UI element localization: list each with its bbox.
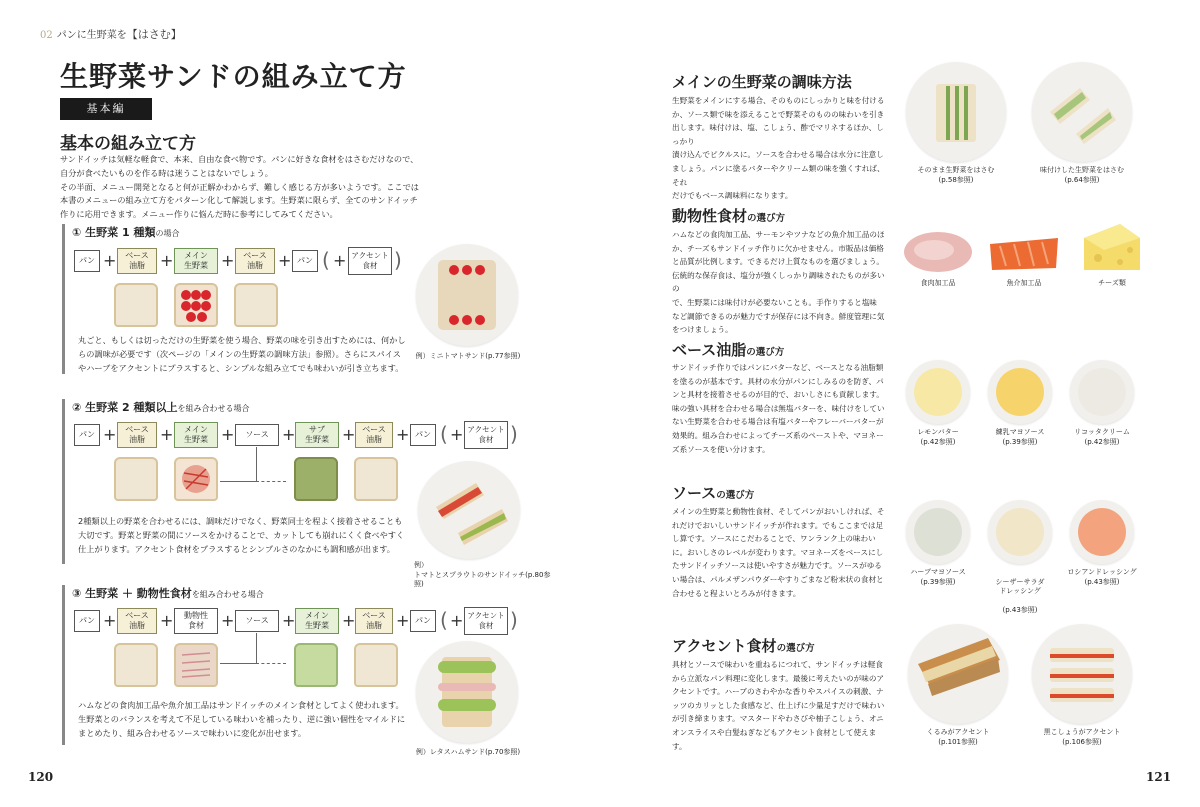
plus-sign: +: [221, 251, 235, 270]
item-ref: (p.58参照): [938, 175, 974, 184]
cheese-icon: [1080, 220, 1144, 274]
connector-line: [220, 481, 256, 482]
basic-tag: 基本編: [60, 98, 152, 120]
text-line: たサンドイッチソースは使いやすさが魅力です。ソースがゆる: [672, 561, 882, 571]
paren-close: ): [510, 608, 518, 632]
text-line: 生野菜をメインにする場合、そのものにしっかりと味を付ける: [672, 96, 885, 105]
sauce-text: [672, 505, 886, 600]
section-title-main: ③ 生野菜 ＋ 動物性食材: [72, 587, 192, 600]
text-line: か、チーズもサンドイッチ作りに欠かせません。市販品は価格: [672, 243, 884, 253]
connector-line: [256, 633, 257, 663]
section-title-main: ② 生野菜 2 種類以上: [72, 401, 178, 414]
desc-line: まとめたり、組み合わせるソースで味わいに変化が出せます。: [78, 727, 307, 738]
section-1-title: [72, 224, 179, 240]
page-title: 生野菜サンドの組み立て方: [60, 60, 407, 93]
sandwich-icon: [906, 62, 1006, 162]
text-line: をつけましょう。: [672, 325, 733, 335]
page-number: 121: [1146, 770, 1172, 784]
tomato-icon: [176, 285, 216, 325]
caption: 例）レタスハムサンド(p.70参照): [415, 748, 521, 756]
item-label: シーザーサラダ ドレッシング: [995, 577, 1045, 595]
paren-open: (: [440, 608, 448, 632]
caesar-dressing-photo: [988, 500, 1052, 564]
box-main-vegetable: メイン 生野菜: [174, 248, 218, 274]
animal-ingredient-text: [672, 228, 886, 337]
item-caption: [976, 568, 1064, 625]
bread-photo: [354, 643, 398, 687]
plus-sign: +: [450, 611, 464, 630]
item-ref: (p.42参照): [920, 437, 956, 446]
text-line: に。おいしさのレベルが変わります。マヨネーズをベースにし: [672, 547, 884, 557]
plus-sign: +: [396, 425, 410, 444]
bowl-fill: [1078, 368, 1127, 417]
text-line: を塗るのが基本です。具材の水分がパンにしみるのを防ぎ、パ: [672, 376, 884, 386]
text-line: 具材とソースで味わいを重ねるにつれて、サンドイッチは軽食: [672, 660, 884, 669]
sandwich-icon: [1032, 624, 1132, 724]
box-main-vegetable: メイン 生野菜: [174, 422, 218, 448]
item-caption: 食肉加工品: [920, 279, 956, 287]
plus-sign: +: [160, 425, 174, 444]
section-2-title: [72, 399, 249, 415]
desc-line: やハーブをアクセントにプラスすると、シンプルな組み立てでも味わいが引き立ちます。: [78, 362, 404, 373]
seasoning-title: [672, 71, 852, 92]
paren-open: (: [440, 422, 448, 446]
item-label: 味付けした生野菜をはさむ: [1040, 166, 1124, 174]
plus-sign: +: [221, 425, 235, 444]
page-number: 120: [28, 770, 54, 784]
text-line: ない生野菜を合わせる場合は有塩バターやフレーバーバターが: [672, 417, 884, 427]
section-title-suffix: の選び方: [776, 643, 815, 654]
chapter-keyword: 【はさむ】: [126, 28, 182, 41]
desc-line: 仕上がります。アクセント食材をプラスするとシンプルさのなかにも調和感が出ます。: [78, 543, 395, 554]
chapter-number: 02: [40, 30, 53, 41]
section-title-suffix: の場合: [155, 229, 180, 238]
box-accent: アクセント 食材: [464, 607, 508, 635]
section-bar: [62, 399, 65, 564]
bread-photo: [114, 643, 158, 687]
plus-sign: +: [342, 425, 356, 444]
text-line: と品質が比例します。できるだけ上質なものを選びましょう。: [672, 257, 885, 267]
intro-text: [60, 153, 520, 222]
tomato-sprout-sandwich-photo: [418, 461, 520, 559]
box-bread: パン: [74, 250, 100, 272]
section-title-suffix: の選び方: [746, 347, 785, 358]
bread-lettuce-photo: [294, 643, 338, 687]
plain-vegetable-sandwich-photo: [906, 62, 1006, 162]
text-line: ンと具材を接着させるのが目的で、おいしさにも貢献します。: [672, 390, 884, 400]
text-line: 漬け込んでピクルスに。ソースを合わせる場合は水分に注意し: [672, 150, 884, 160]
seasoned-vegetable-sandwich-photo: [1032, 62, 1132, 162]
box-bread: パン: [74, 610, 100, 632]
box-accent: アクセント 食材: [348, 247, 392, 275]
ham-icon: [176, 645, 216, 685]
item-label: そのまま生野菜をはさむ: [917, 166, 995, 174]
section-title-suffix: の選び方: [747, 213, 786, 224]
bread-ham-photo: [174, 643, 218, 687]
ricotta-cream-photo: [1070, 360, 1134, 424]
tomato-icon: [416, 244, 518, 346]
box-base-fat: ベース 油脂: [355, 608, 393, 634]
bread-sprouts-photo: [294, 457, 338, 501]
item-caption: [976, 428, 1064, 447]
bowl-fill: [914, 368, 963, 417]
text-line: か、ソース類で味を添えることで野菜そのものの味わいを引き: [672, 109, 885, 119]
text-line: 効果的。組み合わせによってチーズ系のペーストや、マヨネー: [672, 430, 884, 440]
item-label: リコッタクリーム: [1074, 428, 1130, 436]
desc-line: 生野菜とのバランスを考えて不足している味わいを補ったり、逆に強い個性をマイルドに: [78, 713, 406, 724]
box-sauce: ソース: [235, 424, 279, 446]
plus-sign: +: [278, 251, 292, 270]
lettuce-ham-sandwich-photo: [416, 641, 518, 743]
box-base-fat: ベース 油脂: [117, 608, 157, 634]
plus-sign: +: [103, 611, 117, 630]
section-title-main: 動物性食材: [672, 207, 748, 225]
text-line: から立派なパン料理に変化します。最後に考えたいのが味のア: [672, 673, 885, 683]
sandwich-icon: [416, 641, 518, 743]
box-base-fat: ベース 油脂: [117, 248, 157, 274]
plus-sign: +: [282, 611, 296, 630]
connector-line: [256, 447, 257, 481]
accent-text: [672, 658, 886, 753]
bread-photo: [354, 457, 398, 501]
item-ref: (p.39参照): [920, 577, 956, 586]
paren-close: ): [510, 422, 518, 446]
item-ref: (p.43参照): [1002, 606, 1038, 614]
intro-line: その半面、メニュー開発となると何が正解かわからず、難しく感じる方が多いようです。ここでは: [60, 181, 419, 192]
item-caption: [894, 568, 982, 587]
box-base-fat: ベース 油脂: [235, 248, 275, 274]
item-caption: [894, 428, 982, 447]
bread-photo: [114, 283, 158, 327]
text-line: だけでもベース調味料になります。: [672, 191, 793, 201]
item-ref: (p.42参照): [1084, 437, 1120, 446]
box-animal-ingredient: 動物性 食材: [174, 608, 218, 634]
bread-photo: [234, 283, 278, 327]
section-1-desc: [78, 334, 408, 375]
desc-line: らの調味が必要です（次ページの「メインの生野菜の調味方法」参照）。さらにスパイス: [78, 348, 401, 359]
herb-mayo-sauce-photo: [906, 500, 970, 564]
box-accent: アクセント 食材: [464, 421, 508, 449]
ham-icon: [902, 226, 974, 276]
bread-photo: [114, 457, 158, 501]
base-fat-title: [672, 339, 784, 360]
item-label: 練乳マヨソース: [995, 428, 1045, 436]
item-label: くるみがアクセント: [926, 728, 990, 736]
bowl-fill: [996, 508, 1045, 557]
section-title-main: アクセント食材: [672, 637, 777, 655]
item-caption: チーズ類: [1098, 279, 1126, 287]
section-title-main: ソース: [672, 484, 717, 502]
box-sauce: ソース: [235, 610, 279, 632]
text-line: れだけでおいしいサンドイッチが作れます。でもここまでは足: [672, 520, 884, 530]
intro-line: サンドイッチは気軽な軽食で、本来、自由な食べ物です。パンに好きな食材をはさむだけなので、: [60, 154, 419, 164]
desc-line: 大切です。野菜と野菜の間にソースをかけることで、カットしても崩れにくく食べやすく: [78, 529, 405, 540]
section-title-main: ① 生野菜 1 種類: [72, 226, 156, 239]
item-label: 黒こしょうがアクセント: [1043, 728, 1121, 736]
subtitle: 基本の組み立て方: [60, 134, 196, 154]
item-label: レモンバター: [917, 428, 959, 436]
right-page: [600, 0, 1200, 807]
plus-sign: +: [450, 425, 464, 444]
section-title-suffix: を組み合わせる場合: [177, 404, 250, 413]
bowl-fill: [1078, 508, 1127, 557]
connector-line: [220, 663, 256, 664]
connector-line: [256, 663, 286, 664]
section-2-desc: [78, 515, 408, 556]
seasoning-text: [672, 94, 886, 203]
section-bar: [62, 585, 65, 745]
animal-ingredient-title: [672, 205, 785, 226]
section-3-desc: [78, 699, 408, 740]
russian-dressing-photo: [1070, 500, 1134, 564]
accent-title: [672, 635, 815, 656]
plus-sign: +: [160, 611, 174, 630]
item-ref: (p.106参照): [1062, 737, 1102, 746]
item-label: ハーブマヨソース: [910, 568, 966, 576]
text-line: 味の強い具材を合わせる場合は無塩バターを、味付けをしてい: [672, 403, 885, 413]
bowl-fill: [914, 508, 963, 557]
box-main-vegetable: メイン 生野菜: [295, 608, 339, 634]
text-line: 伝統的な保存食は、塩分が強くしっかり調味されたものが多いの: [672, 270, 885, 294]
plus-sign: +: [282, 425, 296, 444]
salmon-icon: [986, 234, 1062, 274]
text-line: など調節できるのが魅力ですが保存には不向き。鮮度管理に気: [672, 311, 885, 321]
text-line: ズ系ソースを使い分けます。: [672, 444, 770, 454]
item-caption: [1022, 166, 1142, 185]
box-bread: パン: [410, 424, 436, 446]
plus-sign: +: [103, 425, 117, 444]
text-line: 出します。味付けは、塩、こしょう、酢でマリネするほか、しっかり: [672, 123, 884, 146]
bowl-fill: [996, 368, 1045, 417]
item-caption: [896, 166, 1016, 185]
box-sub-vegetable: サブ 生野菜: [295, 422, 339, 448]
connector-line: [256, 481, 286, 482]
text-line: し算です。ソースにこだわることで、ワンランク上の味わい: [672, 534, 876, 544]
box-bread: パン: [74, 424, 100, 446]
black-pepper-accent-sandwich-photo: [1032, 624, 1132, 724]
plus-sign: +: [333, 251, 347, 270]
bread-tomato-photo: [174, 283, 218, 327]
item-caption: [1022, 728, 1142, 747]
intro-line: 自分が食べたいものを作る時は迷うことはないでしょう。: [60, 167, 273, 178]
section-title-main: ベース油脂: [672, 341, 747, 359]
text-line: で、生野菜には味付けが必要ないことも。手作りすると塩味: [672, 297, 877, 307]
sauce-icon: [176, 459, 216, 499]
plus-sign: +: [396, 611, 410, 630]
box-bread: パン: [410, 610, 436, 632]
box-base-fat: ベース 油脂: [117, 422, 157, 448]
base-fat-text: [672, 361, 886, 456]
desc-line: 丸ごと、もしくは切っただけの生野菜を使う場合、野菜の味を引き出すためには、何かし: [78, 335, 406, 345]
caption: 例） トマトとスプラウトのサンドイッチ(p.80参照): [414, 561, 551, 588]
item-caption: 魚介加工品: [1006, 279, 1042, 287]
lemon-butter-photo: [906, 360, 970, 424]
box-bread: パン: [292, 250, 318, 272]
text-line: い場合は、パルメザンパウダーやすりごまなど粉末状の食材と: [672, 574, 884, 584]
mini-tomato-sandwich-photo: [416, 244, 518, 346]
desc-line: ハムなどの食肉加工品や魚介加工品はサンドイッチのメイン食材としてよく使われます。: [78, 700, 404, 710]
text-line: メインの生野菜と動物性食材、そしてパンがおいしければ、そ: [672, 507, 885, 516]
text-line: 合わせると程よいとろみが付きます。: [672, 588, 801, 598]
sandwich-icon: [1032, 62, 1132, 162]
item-ref: (p.64参照): [1064, 175, 1100, 184]
walnut-accent-sandwich-photo: [908, 624, 1008, 724]
text-line: ッツのカリッとした食感など、仕上げに少量足すだけで味わい: [672, 700, 885, 710]
paren-close: ): [394, 248, 402, 272]
condensed-milk-mayo-photo: [988, 360, 1052, 424]
baguette-icon: [908, 624, 1008, 724]
intro-line: 作りに応用できます。メニュー作りに悩んだ時に参考にしてみてください。: [60, 209, 338, 220]
intro-line: 本書のメニューの組み立て方をパターン化して解説します。生野菜に限らず、全てのサンドイッチ: [60, 195, 418, 206]
chapter-text: パンに生野菜を: [56, 30, 127, 41]
item-caption: [1054, 568, 1150, 587]
text-line: クセントです。ハーブのさわやかな香りやスパイスの刺激、ナ: [672, 687, 884, 697]
section-title-main: メインの生野菜の調味方法: [672, 73, 852, 91]
plus-sign: +: [103, 251, 117, 270]
item-caption: [898, 728, 1018, 747]
text-line: サンドイッチ作りではパンにバターなど、ベースとなる油脂類: [672, 363, 884, 372]
chapter-header: [40, 26, 182, 42]
item-caption: [1058, 428, 1146, 447]
text-line: が引き締まります。マスタードやわさびや柚子こしょう、オニ: [672, 714, 884, 724]
text-line: オンスライスや白髪ねぎなどもアクセント食材として使えます。: [672, 727, 877, 751]
desc-line: 2種類以上の野菜を合わせるには、調味だけでなく、野菜同士を程よく接着させることも: [78, 516, 403, 526]
box-base-fat: ベース 油脂: [355, 422, 393, 448]
paren-open: (: [322, 248, 330, 272]
caption: 例）ミニトマトサンド(p.77参照): [415, 352, 521, 360]
section-title-suffix: の選び方: [716, 490, 755, 501]
item-ref: (p.39参照): [1002, 437, 1038, 446]
item-ref: (p.43参照): [1084, 577, 1120, 586]
plus-sign: +: [160, 251, 174, 270]
section-3-title: [72, 585, 264, 601]
plus-sign: +: [221, 611, 235, 630]
item-label: ロシアンドレッシング: [1067, 568, 1137, 576]
bread-sauce-photo: [174, 457, 218, 501]
sandwich-icon: [418, 461, 520, 559]
plus-sign: +: [342, 611, 356, 630]
sauce-title: [672, 482, 754, 503]
section-title-suffix: を組み合わせる場合: [191, 590, 264, 599]
section-bar: [62, 224, 65, 374]
text-line: ハムなどの食肉加工品、サーモンやツナなどの魚介加工品のほ: [672, 230, 885, 239]
text-line: ましょう。パンに塗るバターやクリーム類の味を強くすれば、それ: [672, 163, 885, 187]
item-ref: (p.101参照): [938, 737, 978, 746]
